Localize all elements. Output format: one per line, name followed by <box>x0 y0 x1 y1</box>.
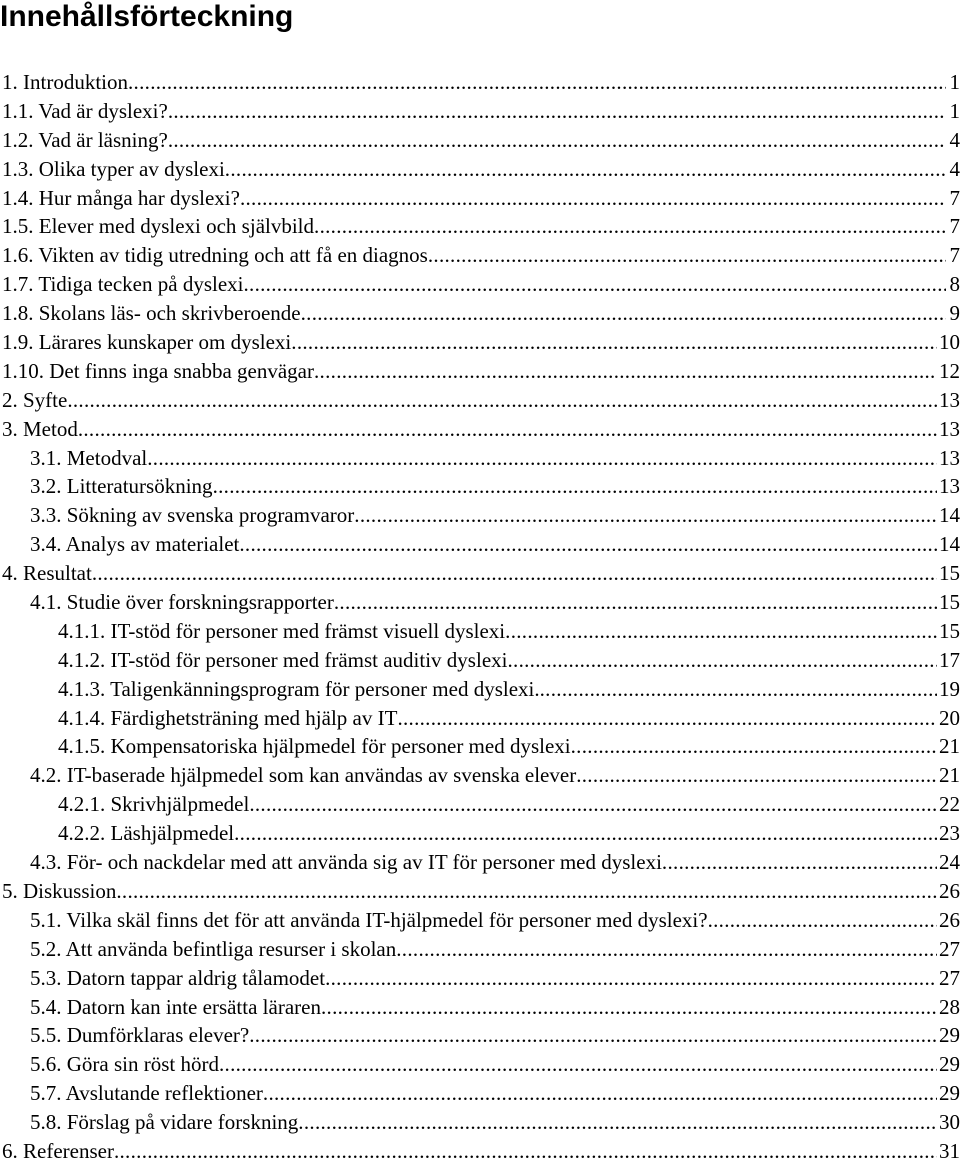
toc-entry[interactable] <box>0 357 960 386</box>
toc-entry-title: 4.3. För- och nackdelar med att använda sig av IT för personer med dyslexi ..... <box>30 848 946 877</box>
toc-entry-page-number: 19 <box>937 675 960 704</box>
toc-entry[interactable] <box>0 270 960 299</box>
toc-entry-page-number: 7 <box>948 184 960 213</box>
toc-entry-title: 1.7. Tidiga tecken på dyslexi ..... <box>2 270 946 299</box>
toc-entry-title: 4.1. Studie över forskningsrapporter ..... <box>30 588 946 617</box>
toc-entry-page-number: 26 <box>937 877 960 906</box>
toc-entry[interactable] <box>0 328 960 357</box>
toc-entry-title: 4.1.3. Taligenkänningsprogram för personer med dyslexi. ..... <box>58 675 946 704</box>
toc-entry-title: 4.1.1. IT-stöd för personer med främst visuell dyslexi ..... <box>58 617 946 646</box>
toc-entry-title: 5.3. Datorn tappar aldrig tålamodet ..... <box>30 964 946 993</box>
toc-entry-title: 5.4. Datorn kan inte ersätta läraren ..... <box>30 993 946 1022</box>
toc-entry[interactable] <box>0 68 960 97</box>
toc-entry[interactable] <box>0 617 960 646</box>
toc-entry-page-number: 4 <box>948 155 960 184</box>
toc-entry-page-number: 28 <box>937 993 960 1022</box>
toc-entry-page-number: 30 <box>937 1108 960 1137</box>
toc-entry-page-number: 7 <box>948 241 960 270</box>
toc-entry-title: 4.1.4. Färdighetsträning med hjälp av IT ..... <box>58 704 946 733</box>
toc-entry-title: 4. Resultat ..... <box>2 559 946 588</box>
toc-entry[interactable] <box>0 1108 960 1137</box>
toc-entry[interactable] <box>0 559 960 588</box>
toc-entry-title: 4.2. IT-baserade hjälpmedel som kan användas av svenska elever ..... <box>30 761 946 790</box>
toc-entry-title: 1.8. Skolans läs- och skrivberoende ..... <box>2 299 946 328</box>
toc-entry-page-number: 12 <box>937 357 960 386</box>
toc-entry-page-number: 1 <box>948 97 960 126</box>
toc-entry[interactable] <box>0 761 960 790</box>
toc-entry[interactable] <box>0 212 960 241</box>
toc-entry-page-number: 29 <box>937 1021 960 1050</box>
toc-entry-page-number: 21 <box>937 761 960 790</box>
page-title: Innehållsförteckning <box>0 0 294 33</box>
toc-entry-page-number: 17 <box>937 646 960 675</box>
toc-entry-page-number: 27 <box>937 935 960 964</box>
toc-entry-page-number: 7 <box>948 212 960 241</box>
toc-entry-title: 1.2. Vad är läsning? ..... <box>2 126 946 155</box>
toc-entry-page-number: 13 <box>937 472 960 501</box>
toc-entry-title: 5.2. Att använda befintliga resurser i skolan ..... <box>30 935 946 964</box>
toc-entry-title: 4.2.2. Läshjälpmedel ..... <box>58 819 946 848</box>
toc-entry-page-number: 14 <box>937 501 960 530</box>
toc-entry[interactable] <box>0 993 960 1022</box>
toc-entry-title: 5.6. Göra sin röst hörd ..... <box>30 1050 946 1079</box>
toc-entry-title: 5.5. Dumförklaras elever? ..... <box>30 1021 946 1050</box>
toc-entry-title: 2. Syfte ..... <box>2 386 946 415</box>
toc-entry-page-number: 9 <box>948 299 960 328</box>
toc-entry-page-number: 14 <box>937 530 960 559</box>
toc-entry[interactable] <box>0 790 960 819</box>
toc-entry-page-number: 27 <box>937 964 960 993</box>
toc-entry-page-number: 10 <box>937 328 960 357</box>
toc-entry-title: 5.1. Vilka skäl finns det för att använda IT-hjälpmedel för personer med dyslexi? ..... <box>30 906 946 935</box>
toc-entry-title: 4.1.2. IT-stöd för personer med främst auditiv dyslexi ..... <box>58 646 946 675</box>
toc-entry[interactable] <box>0 675 960 704</box>
toc-entry[interactable] <box>0 1021 960 1050</box>
toc-entry-title: 3.2. Litteratursökning ..... <box>30 472 946 501</box>
toc-entry-title: 3.1. Metodval ..... <box>30 444 946 473</box>
toc-entry[interactable] <box>0 444 960 473</box>
toc-entry[interactable] <box>0 848 960 877</box>
toc-entry[interactable] <box>0 877 960 906</box>
toc-entry-page-number: 8 <box>948 270 960 299</box>
toc-entry[interactable] <box>0 415 960 444</box>
toc-entry[interactable] <box>0 732 960 761</box>
toc-entry-page-number: 23 <box>937 819 960 848</box>
toc-entry-title: 6. Referenser ..... <box>2 1137 946 1166</box>
toc-entry-page-number: 13 <box>937 444 960 473</box>
toc-entry-page-number: 29 <box>937 1079 960 1108</box>
toc-entry[interactable] <box>0 906 960 935</box>
toc-entry-title: 1.6. Vikten av tidig utredning och att få en diagnos ..... <box>2 241 946 270</box>
toc-entry[interactable] <box>0 1050 960 1079</box>
toc-entry-title: 1. Introduktion ..... <box>2 68 946 97</box>
toc-entry-title: 3.4. Analys av materialet ..... <box>30 530 946 559</box>
toc-entry-page-number: 15 <box>937 559 960 588</box>
toc-entry-page-number: 13 <box>937 415 960 444</box>
toc-entry-title: 1.10. Det finns inga snabba genvägar ..... <box>2 357 946 386</box>
toc-entry[interactable] <box>0 935 960 964</box>
toc-entry-page-number: 4 <box>948 126 960 155</box>
toc-entry-title: 5.8. Förslag på vidare forskning ..... <box>30 1108 946 1137</box>
toc-entry-page-number: 1 <box>948 68 960 97</box>
toc-entry-page-number: 13 <box>937 386 960 415</box>
toc-entry[interactable] <box>0 184 960 213</box>
toc-entry-title: 3.3. Sökning av svenska programvaror ..... <box>30 501 946 530</box>
toc-entry-title: 4.1.5. Kompensatoriska hjälpmedel för personer med dyslexi ..... <box>58 732 946 761</box>
toc-entry-title: 1.5. Elever med dyslexi och självbild ..... <box>2 212 946 241</box>
toc-entry[interactable] <box>0 501 960 530</box>
toc-entry-title: 4.2.1. Skrivhjälpmedel ..... <box>58 790 946 819</box>
toc-entry-title: 1.1. Vad är dyslexi? ..... <box>2 97 946 126</box>
toc-entry[interactable] <box>0 964 960 993</box>
toc-entry-page-number: 20 <box>937 704 960 733</box>
toc-entry-title: 3. Metod ..... <box>2 415 946 444</box>
toc-entry-page-number: 31 <box>937 1137 960 1166</box>
toc-entry-page-number: 24 <box>937 848 960 877</box>
toc-entry-title: 1.9. Lärares kunskaper om dyslexi ..... <box>2 328 946 357</box>
toc-entry-title: 5. Diskussion ..... <box>2 877 946 906</box>
toc-entry[interactable] <box>0 530 960 559</box>
toc-entry[interactable] <box>0 299 960 328</box>
toc-entry[interactable] <box>0 1137 960 1166</box>
toc-entry-page-number: 29 <box>937 1050 960 1079</box>
toc-entry[interactable] <box>0 704 960 733</box>
toc-entry[interactable] <box>0 1079 960 1108</box>
toc-entry-title: 1.4. Hur många har dyslexi? ..... <box>2 184 946 213</box>
toc-entry[interactable] <box>0 472 960 501</box>
toc-entry[interactable] <box>0 646 960 675</box>
toc-entry[interactable] <box>0 97 960 126</box>
toc-entry[interactable] <box>0 819 960 848</box>
toc-entry[interactable] <box>0 126 960 155</box>
toc-entry[interactable] <box>0 386 960 415</box>
table-of-contents <box>0 68 960 1166</box>
toc-entry-page-number: 21 <box>937 732 960 761</box>
toc-entry[interactable] <box>0 588 960 617</box>
toc-entry-title: 1.3. Olika typer av dyslexi ..... <box>2 155 946 184</box>
toc-entry-page-number: 22 <box>937 790 960 819</box>
toc-entry-page-number: 15 <box>937 617 960 646</box>
toc-entry-page-number: 26 <box>937 906 960 935</box>
toc-entry[interactable] <box>0 155 960 184</box>
toc-entry-page-number: 15 <box>937 588 960 617</box>
toc-entry[interactable] <box>0 241 960 270</box>
toc-entry-title: 5.7. Avslutande reflektioner ..... <box>30 1079 946 1108</box>
